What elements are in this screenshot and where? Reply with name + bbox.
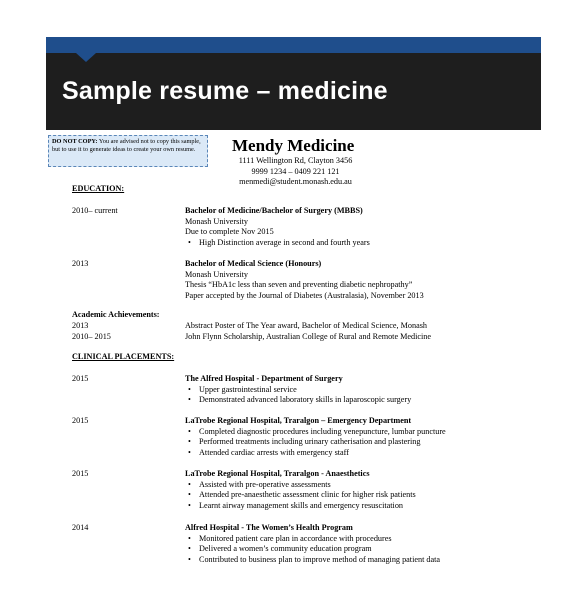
list-item: • Demonstrated advanced laboratory skills in laparoscopic surgery (185, 395, 411, 406)
do-not-copy-note (48, 135, 208, 167)
education-entry-1 (185, 206, 370, 248)
placement-org: LaTrobe Regional Hospital, Traralgon (185, 469, 320, 478)
placement-date-2: 2015 (72, 416, 89, 425)
list-item: • Completed diagnostic procedures including venepuncture, lumbar puncture (185, 427, 446, 438)
banner-notch (76, 53, 96, 62)
list-item: • Delivered a women’s community education program (185, 544, 440, 555)
placement-date-1: 2015 (72, 374, 89, 383)
list-item: • Attended cardiac arrests with emergency staff (185, 448, 446, 459)
achievement-text-1: Abstract Poster of The Year award, Bachelor of Medical Science, Monash (185, 321, 427, 330)
degree-title: Bachelor of Medical Science (Honours) (185, 259, 322, 268)
placements-heading: CLINICAL PLACEMENTS: (72, 352, 175, 361)
list-item: • Attended pre-anaesthetic assessment clinic for higher risk patients (185, 490, 416, 501)
degree-title: Bachelor of Medicine/Bachelor of Surgery (MBBS) (185, 206, 363, 215)
education-entry-2 (185, 259, 424, 301)
completion-note: Due to complete Nov 2015 (185, 227, 274, 236)
achievement-date-2: 2010– 2015 (72, 332, 111, 341)
address: 1111 Wellington Rd, Clayton 3456 (238, 156, 353, 165)
contact-block (228, 156, 363, 188)
page-title: Sample resume – medicine (62, 77, 388, 105)
achievement-text-2: John Flynn Scholarship, Australian College of Rural and Remote Medicine (185, 332, 432, 341)
placement-entry-2 (185, 416, 446, 458)
education-date-1: 2010– current (72, 206, 118, 215)
achievements-heading: Academic Achievements: (72, 310, 160, 319)
placement-dept: - Department of Surgery (254, 374, 343, 383)
placement-dept: - The Women’s Health Program (239, 523, 353, 532)
list-item: • Contributed to business plan to improve method of managing patient data (185, 555, 440, 566)
placement-date-3: 2015 (72, 469, 89, 478)
publication: Paper accepted by the Journal of Diabetes (Australasia), November 2013 (185, 290, 424, 300)
list-item: • Performed treatments including urinary catherisation and plastering (185, 437, 446, 448)
placement-date-4: 2014 (72, 523, 89, 532)
list-item: • Monitored patient care plan in accordance with procedures (185, 534, 440, 545)
note-text: You are advised not to copy this sample, but to use it to generate ideas to create your own resume. (52, 138, 201, 153)
institution: Monash University (185, 216, 248, 226)
banner-top-stripe (46, 37, 541, 53)
list-item: • High Distinction average in second and fourth years (185, 238, 370, 249)
placement-org: The Alfred Hospital (185, 374, 255, 383)
institution: Monash University (185, 269, 248, 279)
thesis: Thesis “HbA1c less than seven and preventing diabetic nephropathy” (185, 280, 413, 289)
note-warning: DO NOT COPY: (52, 138, 98, 145)
list-item: • Assisted with pre-operative assessments (185, 480, 416, 491)
placement-entry-1 (185, 374, 411, 406)
achievement-date-1: 2013 (72, 321, 89, 330)
placement-entry-3 (185, 469, 416, 511)
placement-org: Alfred Hospital (185, 523, 240, 532)
education-heading: EDUCATION: (72, 184, 125, 193)
list-item: • Learnt airway management skills and emergency resuscitation (185, 501, 416, 512)
placement-entry-4 (185, 523, 440, 565)
placement-dept: – Emergency Department (319, 416, 412, 425)
email: menmedi@student.monash.edu.au (239, 177, 352, 186)
placement-dept: - Anaesthetics (319, 469, 370, 478)
placement-org: LaTrobe Regional Hospital, Traralgon (185, 416, 320, 425)
list-item: • Upper gastrointestinal service (185, 385, 411, 396)
phone: 9999 1234 – 0409 221 121 (251, 166, 340, 176)
applicant-name: Mendy Medicine (232, 136, 355, 155)
education-date-2: 2013 (72, 259, 89, 268)
